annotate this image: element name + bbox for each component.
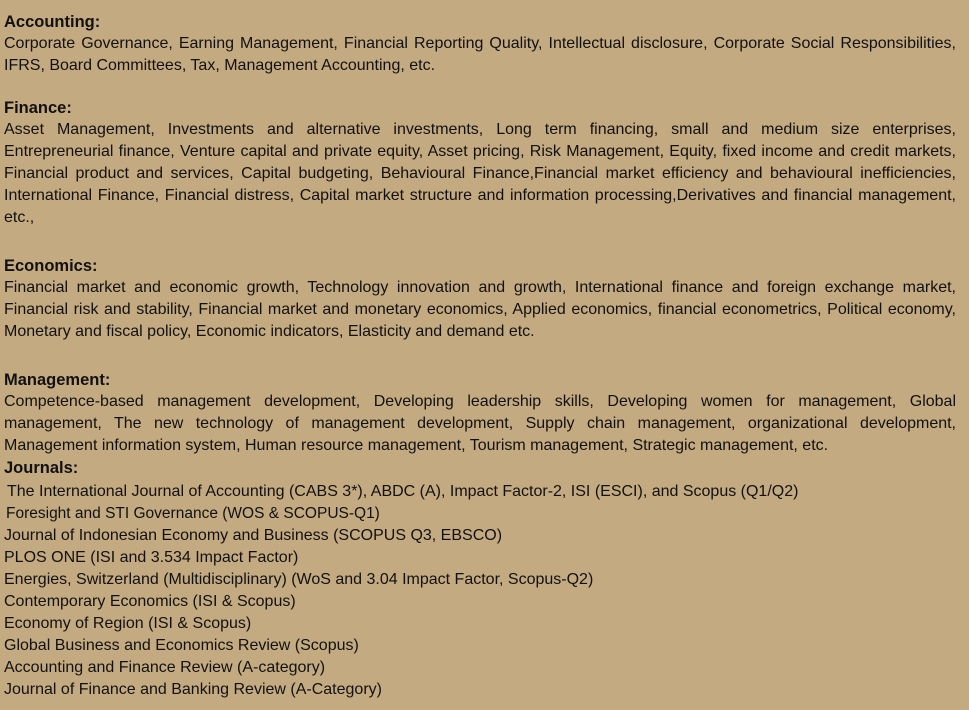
journal-item: PLOS ONE (ISI and 3.534 Impact Factor) — [4, 549, 299, 566]
section-spacer — [4, 77, 956, 97]
accounting-section — [4, 11, 956, 77]
journal-item: The International Journal of Accounting (CABS 3*), ABDC (A), Impact Factor-2, ISI (ESCI), and Scopus (Q1/Q2) — [7, 483, 799, 500]
management-section — [4, 369, 956, 457]
journal-item: Accounting and Finance Review (A-category) — [4, 659, 326, 676]
finance-section — [4, 97, 956, 229]
journal-item: Global Business and Economics Review (Scopus) — [4, 637, 359, 654]
accounting-topics: Corporate Governance, Earning Management, Financial Reporting Quality, Intellectual disclosure, Corporate Social Responsibilities, IFRS, Board Committees, Tax, Management Accounting, etc. — [4, 35, 956, 74]
section-spacer — [4, 343, 956, 369]
journal-item: Journal of Finance and Banking Review (A-Category) — [4, 681, 382, 698]
journal-item: Foresight and STI Governance (WOS & SCOPUS-Q1) — [6, 505, 380, 522]
economics-section — [4, 255, 956, 343]
finance-topics: Asset Management, Investments and alternative investments, Long term financing, small and medium size enterprises, Entrepreneurial finance, Venture capital and private equity, Asset pricing, Risk Management, Equity, fixed income and credit markets, Financial product and services, Capital budgeting, Behavioural Finance,Financial market efficiency and behavioural inefficiencies, International Finance, Financial distress, Capital market structure and information processing,Derivatives and financial management, etc., — [4, 121, 956, 226]
journals-section — [4, 457, 956, 701]
accounting-heading: Accounting: — [4, 13, 101, 31]
section-spacer — [4, 229, 956, 255]
finance-heading: Finance: — [4, 99, 72, 117]
economics-topics: Financial market and economic growth, Technology innovation and growth, International finance and foreign exchange market, Financial risk and stability, Financial market and monetary economics, Applied economics, financial econometrics, Political economy, Monetary and fiscal policy, Economic indicators, Elasticity and demand etc. — [4, 279, 956, 340]
journal-item: Economy of Region (ISI & Scopus) — [4, 615, 252, 632]
journal-item: Journal of Indonesian Economy and Business (SCOPUS Q3, EBSCO) — [4, 527, 503, 544]
journal-item: Contemporary Economics (ISI & Scopus) — [4, 593, 296, 610]
journals-heading: Journals: — [4, 459, 79, 477]
journal-item: Energies, Switzerland (Multidisciplinary) (WoS and 3.04 Impact Factor, Scopus-Q2) — [4, 571, 594, 588]
economics-heading: Economics: — [4, 257, 98, 275]
management-heading: Management: — [4, 371, 111, 389]
journal-list — [4, 479, 956, 701]
management-topics: Competence-based management development, Developing leadership skills, Developing women for management, Global management, The new technology of management development, Supply chain management, organizational development, Management information system, Human resource management, Tourism management, Strategic management, etc. — [4, 393, 956, 454]
